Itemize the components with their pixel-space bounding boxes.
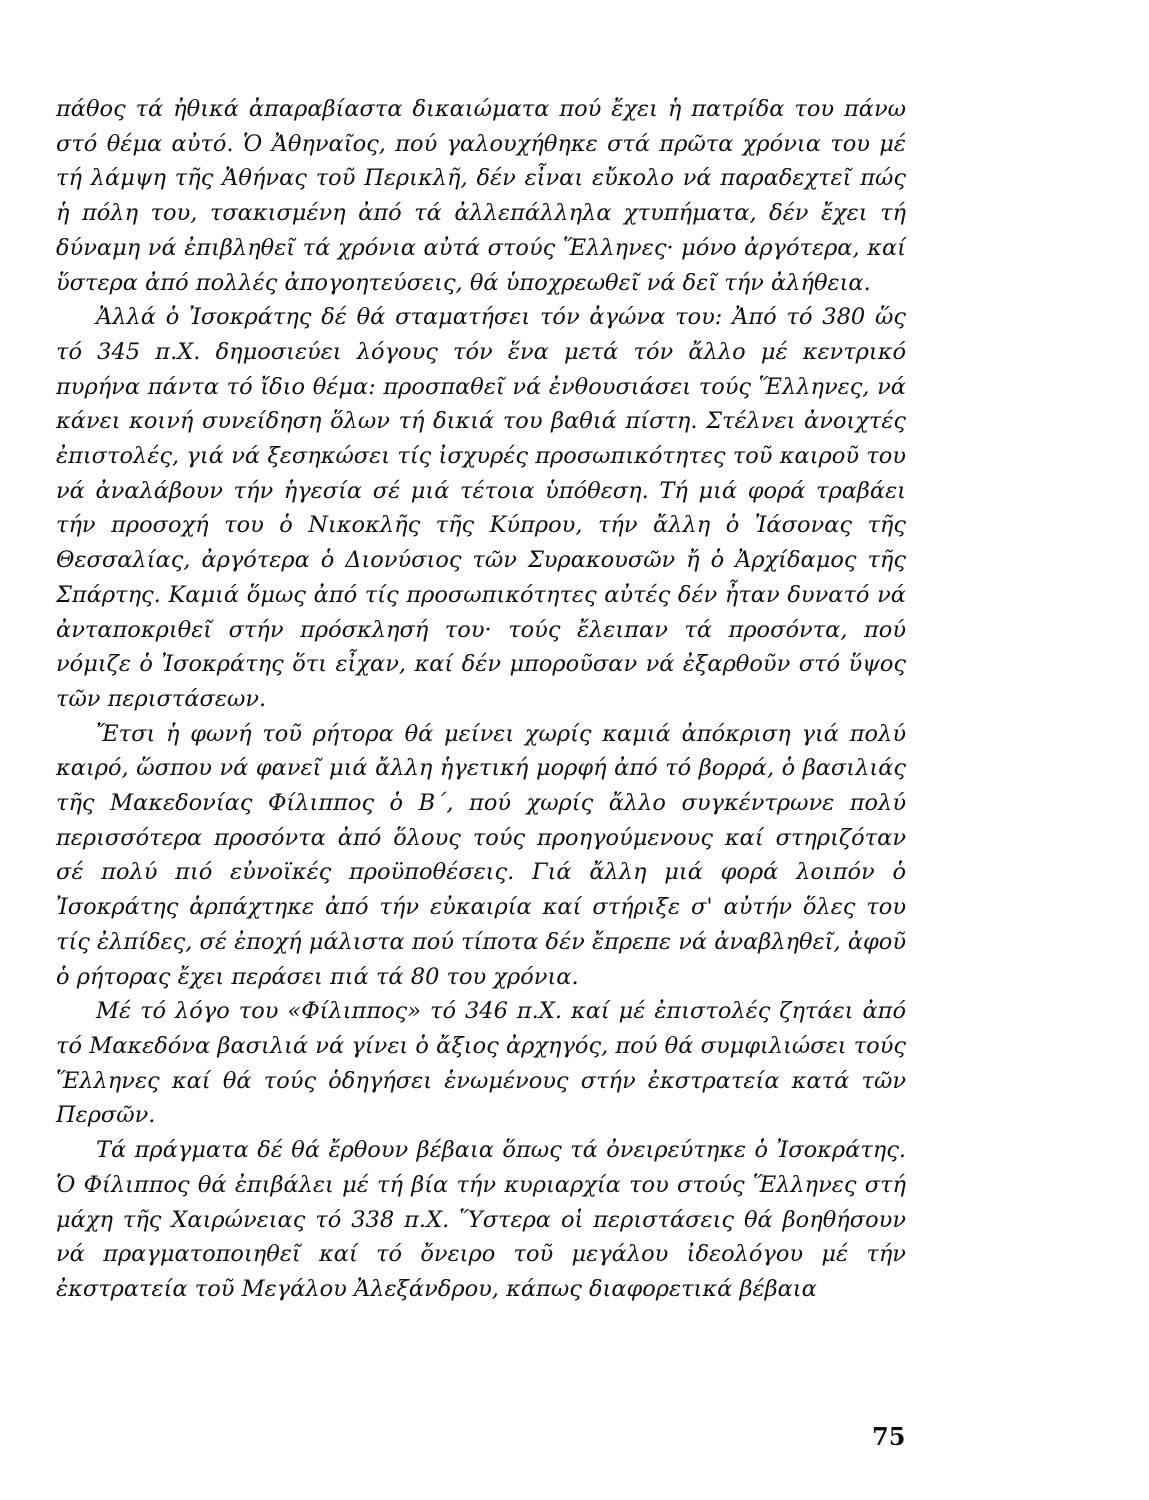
body-text — [56, 92, 906, 1307]
paragraph-3: Ἔτσι ἡ φωνή τοῦ ρήτορα θά μείνει χωρίς καμιά ἀπόκριση γιά πολύ καιρό, ὥσπου νά φανεῖ μιά ἄλλη ἡγετική μορφή ἀπό τό βορρά, ὁ βασιλιάς τῆς Μακεδονίας Φίλιππος ὁ Β΄, πού χωρίς ἄλλο συγκέντρωνε πολύ περισσότερα προσόντα ἀπό ὅλους τούς προηγούμενους καί στηριζόταν σέ πολύ πιό εὐνοϊκές προϋποθέσεις. Γιά ἄλλη μιά φορά λοιπόν ὁ Ἰσοκράτης ἁρπάχτηκε ἀπό τήν εὐκαιρία καί στήριξε σ' αὐτήν ὅλες του τίς ἐλπίδες, σέ ἐποχή μάλιστα πού τίποτα δέν ἔπρεπε νά ἀναβληθεῖ, ἀφοῦ ὁ ρήτορας ἔχει περάσει πιά τά 80 του χρόνια. — [56, 720, 906, 990]
paragraph-4: Μέ τό λόγο του «Φίλιππος» τό 346 π.Χ. καί μέ ἐπιστολές ζητάει ἀπό τό Μακεδόνα βασιλιά νά γίνει ὁ ἄξιος ἀρχηγός, πού θά συμφιλιώσει τούς Ἕλληνες καί θά τούς ὁδηγήσει ἑνωμένους στήν ἐκστρατεία κατά τῶν Περσῶν. — [56, 998, 906, 1129]
paragraph-5: Τά πράγματα δέ θά ἔρθουν βέβαια ὅπως τά ὀνειρεύτηκε ὁ Ἰσοκράτης. Ὁ Φίλιππος θά ἐπιβάλει μέ τή βία τήν κυριαρχία του στούς Ἕλληνες στή μάχη τῆς Χαιρώνειας τό 338 π.Χ. Ὕστερα οἱ περιστάσεις θά βοηθήσουν νά πραγματοποιηθεῖ καί τό ὄνειρο τοῦ μεγάλου ἰδεολόγου μέ τήν ἐκστρατεία τοῦ Μεγάλου Ἀλεξάνδρου, κάπως διαφορετικά βέβαια — [56, 1137, 906, 1302]
paragraph-2: Ἀλλά ὁ Ἰσοκράτης δέ θά σταματήσει τόν ἀγώνα του: Ἀπό τό 380 ὥς τό 345 π.Χ. δημοσιεύει λόγους τόν ἕνα μετά τόν ἄλλο μέ κεντρικό πυρήνα πάντα τό ἴδιο θέμα: προσπαθεῖ νά ἐνθουσιάσει τούς Ἕλληνες, νά κάνει κοινή συνείδηση ὅλων τή δικιά του βαθιά πίστη. Στέλνει ἀνοιχτές ἐπιστολές, γιά νά ξεσηκώσει τίς ἰσχυρές προσωπικότητες τοῦ καιροῦ του νά ἀναλάβουν τήν ἡγεσία σέ μιά τέτοια ὑπόθεση. Τή μιά φορά τραβάει τήν προσοχή του ὁ Νικοκλῆς τῆς Κύπρου, τήν ἄλλη ὁ Ἰάσονας τῆς Θεσσαλίας, ἀργότερα ὁ Διονύσιος τῶν Συρακουσῶν ἤ ὁ Ἀρχίδαμος τῆς Σπάρτης. Καμιά ὅμως ἀπό τίς προσωπικότητες αὐτές δέν ἦταν δυνατό νά ἀνταποκριθεῖ στήν πρόσκλησή του· τούς ἔλειπαν τά προσόντα, πού νόμιζε ὁ Ἰσοκράτης ὅτι εἶχαν, καί δέν μποροῦσαν νά ἐξαρθοῦν στό ὕψος τῶν περιστάσεων. — [56, 304, 906, 712]
page-number: 75 — [872, 1422, 906, 1451]
paragraph-1: πάθος τά ἠθικά ἀπαραβίαστα δικαιώματα πού ἔχει ἡ πατρίδα του πάνω στό θέμα αὐτό. Ὁ Ἀθηναῖος, πού γαλουχήθηκε στά πρῶτα χρόνια του μέ τή λάμψη τῆς Ἀθήνας τοῦ Περικλῆ, δέν εἶναι εὔκολο νά παραδεχτεῖ πώς ἡ πόλη του, τσακισμένη ἀπό τά ἀλλεπάλληλα χτυπήματα, δέν ἔχει τή δύναμη νά ἐπιβληθεῖ τά χρόνια αὐτά στούς Ἕλληνες· μόνο ἀργότερα, καί ὕστερα ἀπό πολλές ἀπογοητεύσεις, θά ὑποχρεωθεῖ νά δεῖ τήν ἀλήθεια. — [56, 96, 906, 296]
